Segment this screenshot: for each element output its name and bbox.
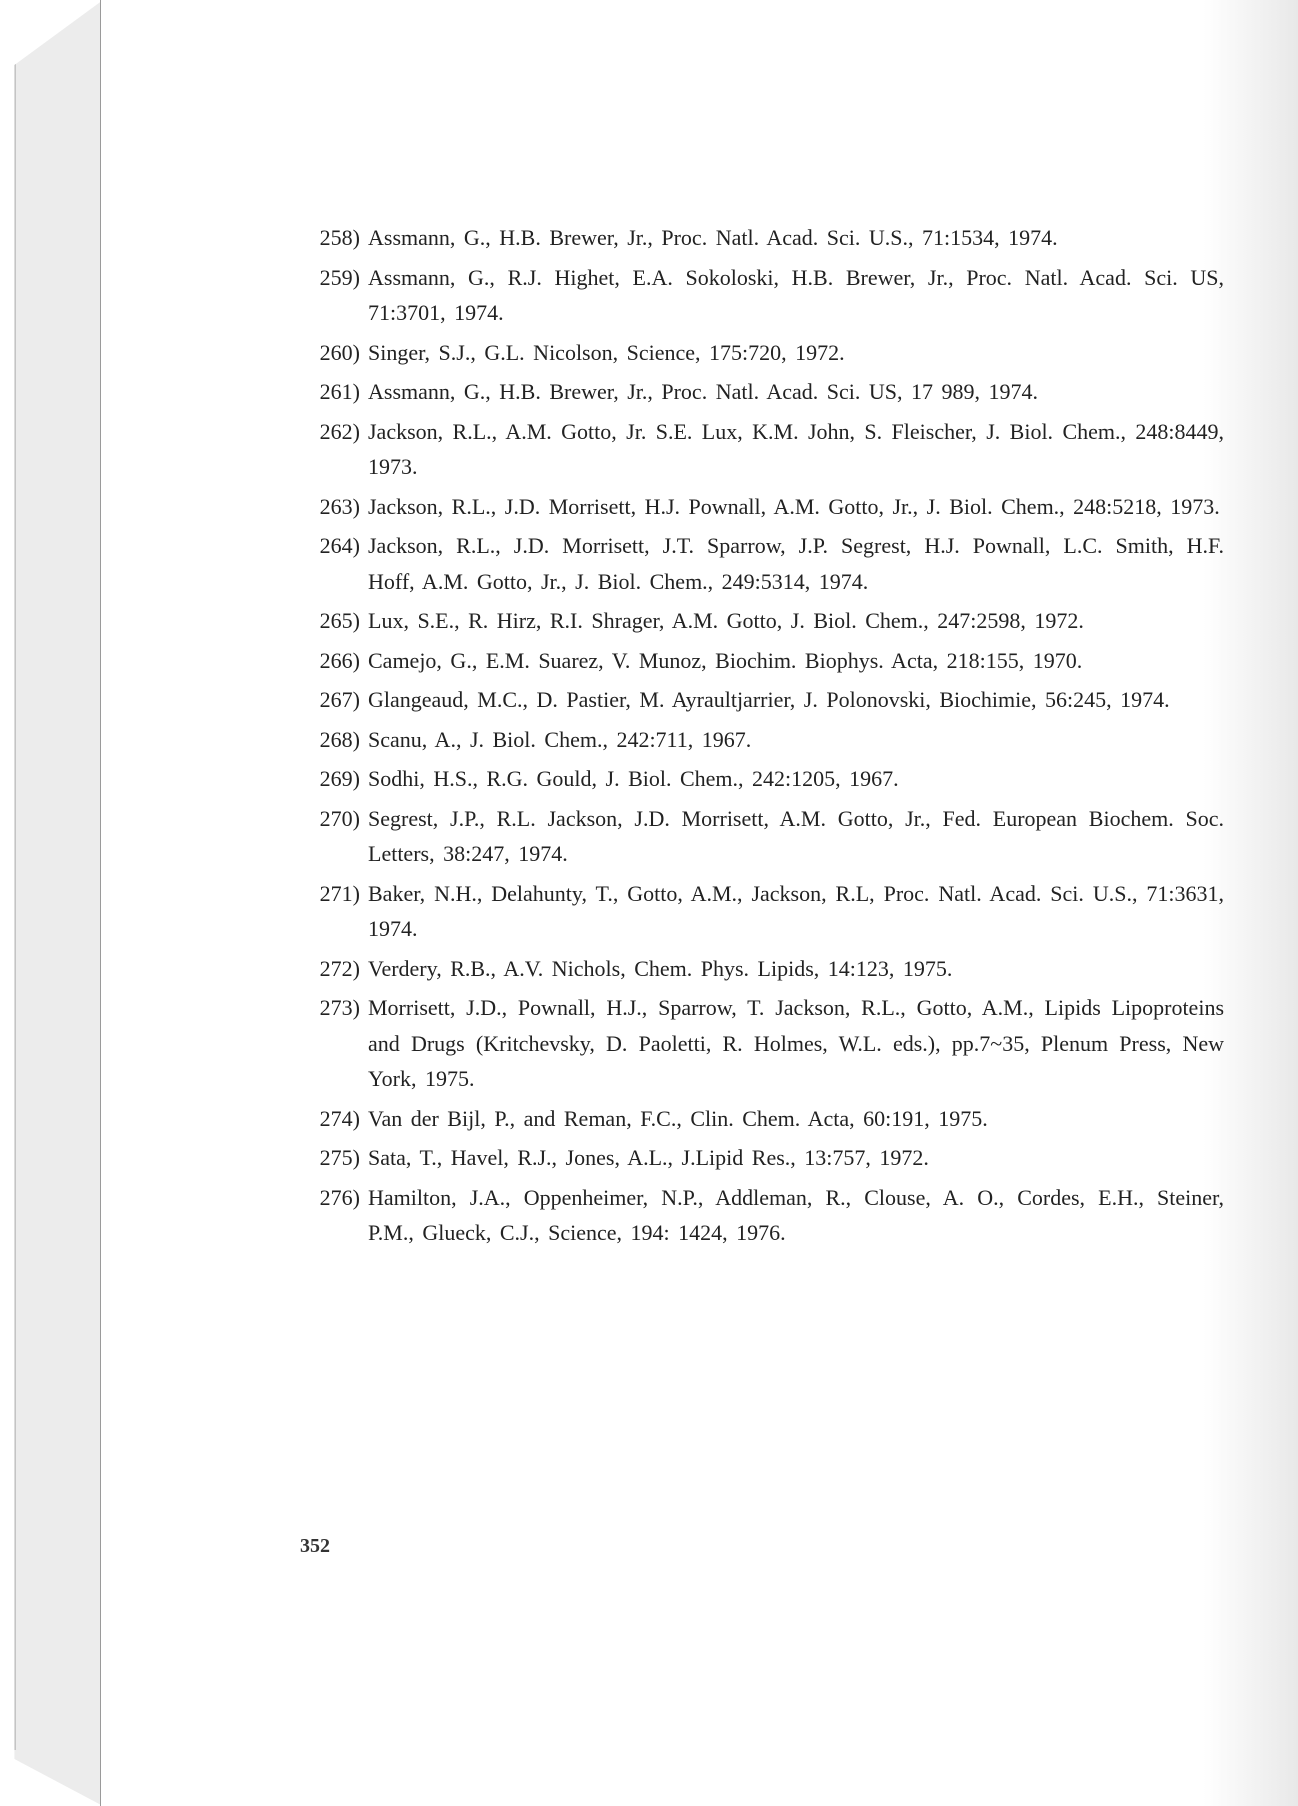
reference-text: Assmann, G., H.B. Brewer, Jr., Proc. Natl. Acad. Sci. US, 17 989, 1974.: [368, 379, 1039, 404]
reference-item: [294, 876, 1224, 947]
reference-item: [294, 335, 1224, 371]
reference-item: [294, 260, 1224, 331]
reference-item: [294, 990, 1224, 1097]
book-spine: [0, 0, 103, 1806]
reference-number: 275): [319, 1145, 360, 1170]
reference-number: 268): [319, 726, 360, 752]
reference-item: [294, 722, 1224, 758]
reference-item: [294, 682, 1224, 718]
reference-number: 274): [319, 1105, 360, 1131]
reference-number: 264): [319, 533, 360, 558]
reference-number: 261): [319, 379, 360, 404]
reference-text: Glangeaud, M.C., D. Pastier, M. Ayraultjarrier, J. Polonovski, Biochimie, 56:245, 1974.: [368, 687, 1170, 712]
reference-text: Baker, N.H., Delahunty, T., Gotto, A.M., Jackson, R.L, Proc. Natl. Acad. Sci. U.S., 71:3631, 1974.: [368, 880, 1224, 941]
book-page: [100, 0, 1298, 1806]
reference-number: 273): [319, 995, 360, 1020]
reference-number: 276): [319, 1184, 360, 1210]
reference-item: [294, 528, 1224, 599]
reference-number: 267): [319, 687, 360, 712]
reference-text: Assmann, G., R.J. Highet, E.A. Sokoloski, H.B. Brewer, Jr., Proc. Natl. Acad. Sci. US, 71:3701, 1974.: [368, 264, 1224, 325]
reference-item: [294, 1180, 1224, 1251]
reference-item: [294, 374, 1224, 410]
reference-item: [294, 489, 1224, 525]
reference-list: [294, 220, 1224, 1255]
reference-text: Jackson, R.L., J.D. Morrisett, H.J. Pownall, A.M. Gotto, Jr., J. Biol. Chem., 248:5218, 1973.: [368, 493, 1220, 519]
reference-text: Scanu, A., J. Biol. Chem., 242:711, 1967.: [368, 726, 752, 752]
reference-text: Sata, T., Havel, R.J., Jones, A.L., J.Lipid Res., 13:757, 1972.: [368, 1145, 929, 1170]
reference-item: [294, 951, 1224, 987]
reference-text: Van der Bijl, P., and Reman, F.C., Clin. Chem. Acta, 60:191, 1975.: [368, 1105, 988, 1131]
reference-number: 258): [319, 225, 360, 250]
reference-item: [294, 801, 1224, 872]
reference-number: 263): [319, 493, 360, 519]
reference-text: Morrisett, J.D., Pownall, H.J., Sparrow, T. Jackson, R.L., Gotto, A.M., Lipids Lipoproteins and Drugs (Kritchevsky, D. Paoletti, R. Holmes, W.L. eds.), pp.7~35, Plenum Press, New York, 1975.: [368, 995, 1224, 1091]
spine-edge: [14, 60, 16, 1750]
reference-number: 266): [319, 647, 360, 673]
reference-number: 262): [319, 418, 360, 444]
reference-item: [294, 1101, 1224, 1137]
reference-item: [294, 761, 1224, 797]
reference-number: 260): [319, 339, 360, 365]
reference-text: Hamilton, J.A., Oppenheimer, N.P., Addleman, R., Clouse, A. O., Cordes, E.H., Steiner, P.M., Glueck, C.J., Science, 194: 1424, 1976.: [368, 1184, 1224, 1245]
reference-text: Jackson, R.L., J.D. Morrisett, J.T. Sparrow, J.P. Segrest, H.J. Pownall, L.C. Smith, H.F. Hoff, A.M. Gotto, Jr., J. Biol. Chem., 249:5314, 1974.: [368, 533, 1224, 594]
reference-number: 269): [319, 766, 360, 791]
reference-item: [294, 220, 1224, 256]
reference-text: Singer, S.J., G.L. Nicolson, Science, 175:720, 1972.: [368, 339, 845, 365]
page-number: 352: [300, 1535, 330, 1557]
reference-text: Camejo, G., E.M. Suarez, V. Munoz, Biochim. Biophys. Acta, 218:155, 1970.: [368, 647, 1083, 673]
reference-text: Lux, S.E., R. Hirz, R.I. Shrager, A.M. Gotto, J. Biol. Chem., 247:2598, 1972.: [368, 608, 1084, 633]
reference-item: [294, 603, 1224, 639]
reference-text: Segrest, J.P., R.L. Jackson, J.D. Morrisett, A.M. Gotto, Jr., Fed. European Biochem. Soc. Letters, 38:247, 1974.: [368, 805, 1224, 866]
reference-number: 271): [319, 880, 360, 906]
reference-number: 272): [319, 955, 360, 981]
reference-text: Sodhi, H.S., R.G. Gould, J. Biol. Chem., 242:1205, 1967.: [368, 766, 899, 791]
reference-item: [294, 1140, 1224, 1176]
reference-text: Jackson, R.L., A.M. Gotto, Jr. S.E. Lux, K.M. John, S. Fleischer, J. Biol. Chem., 248:8449, 1973.: [368, 418, 1224, 479]
reference-number: 270): [319, 805, 360, 831]
reference-number: 265): [319, 608, 360, 633]
reference-item: [294, 643, 1224, 679]
reference-number: 259): [319, 264, 360, 290]
reference-text: Verdery, R.B., A.V. Nichols, Chem. Phys. Lipids, 14:123, 1975.: [368, 955, 953, 981]
reference-item: [294, 414, 1224, 485]
reference-text: Assmann, G., H.B. Brewer, Jr., Proc. Natl. Acad. Sci. U.S., 71:1534, 1974.: [368, 225, 1058, 250]
